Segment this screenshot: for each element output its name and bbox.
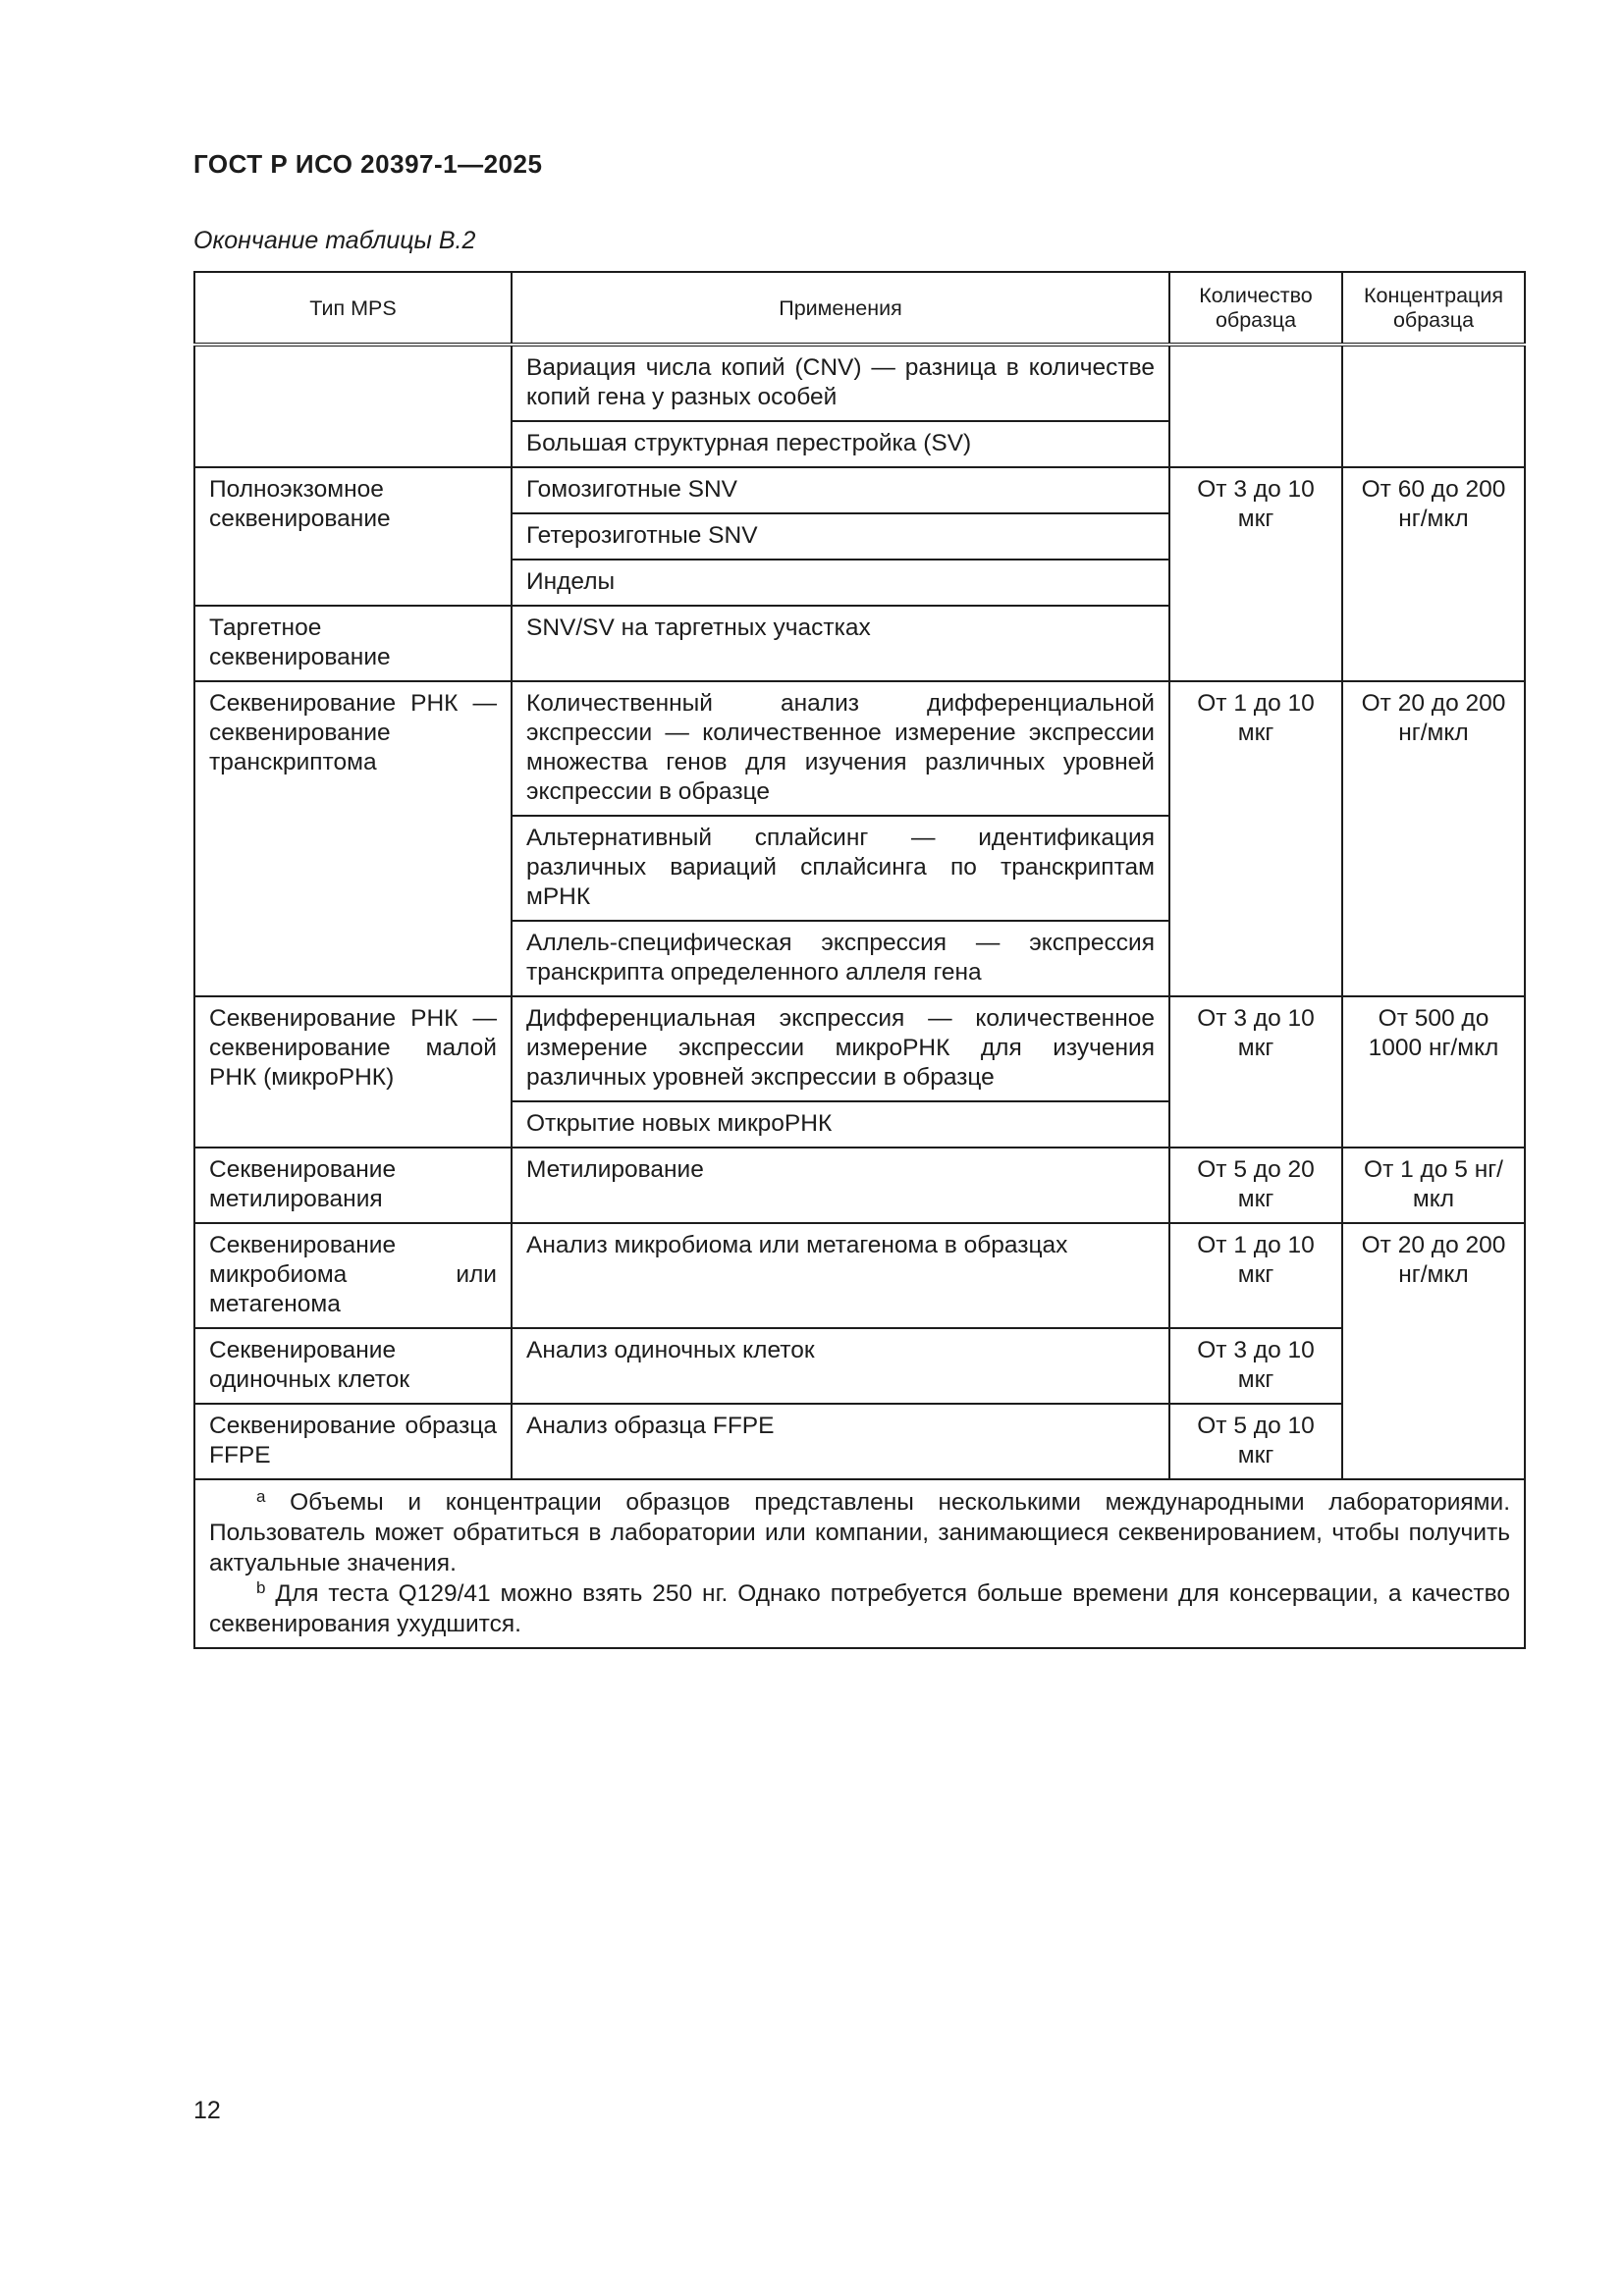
cell-concentration: От 500 до 1000 нг/мкл — [1342, 996, 1525, 1148]
cell-application: Анализ образца FFPE — [512, 1404, 1169, 1479]
cell-type: Секвенирование микробиома или метагенома — [194, 1223, 512, 1328]
table-row — [194, 1148, 1525, 1223]
table-notes-row — [194, 1479, 1525, 1648]
cell-application: Гетерозиготные SNV — [512, 513, 1169, 560]
cell-amount: От 5 до 10 мкг — [1169, 1404, 1342, 1479]
cell-concentration: От 20 до 200 нг/мкл — [1342, 681, 1525, 996]
cell-concentration: От 1 до 5 нг/мкл — [1342, 1148, 1525, 1223]
cell-type: Секвенирование РНК — секвенирование транскриптома — [194, 681, 512, 996]
cell-type-empty — [194, 345, 512, 467]
cell-type: Полноэкзомное секвенирование — [194, 467, 512, 606]
cell-amount: От 1 до 10 мкг — [1169, 1223, 1342, 1328]
page-number: 12 — [193, 2097, 221, 2124]
cell-application: Анализ одиночных клеток — [512, 1328, 1169, 1404]
table-row — [194, 996, 1525, 1101]
column-header-concentration: Концентрация образца — [1342, 272, 1525, 345]
note-a — [209, 1487, 1510, 1578]
cell-concentration-empty — [1342, 345, 1525, 467]
document-id: ГОСТ Р ИСО 20397-1—2025 — [193, 149, 543, 179]
table-row — [194, 1404, 1525, 1479]
cell-application: Открытие новых микроРНК — [512, 1101, 1169, 1148]
cell-amount: От 5 до 20 мкг — [1169, 1148, 1342, 1223]
table-row — [194, 1328, 1525, 1404]
cell-application: Количественный анализ дифференциальной экспрессии — количественное измерение экспрессии множества генов для изучения различных уровней экспрессии в образце — [512, 681, 1169, 816]
table-row — [194, 467, 1525, 513]
cell-application: SNV/SV на таргетных участках — [512, 606, 1169, 681]
cell-amount: От 3 до 10 мкг — [1169, 467, 1342, 681]
note-b — [209, 1578, 1510, 1639]
cell-application: Вариация числа копий (CNV) — разница в количестве копий гена у разных особей — [512, 345, 1169, 421]
note-a-marker: a — [256, 1487, 266, 1506]
cell-application: Аллель-специфическая экспрессия — экспрессия транскрипта определенного аллеля гена — [512, 921, 1169, 996]
cell-application: Альтернативный сплайсинг — идентификация различных вариаций сплайсинга по транскриптам мРНК — [512, 816, 1169, 921]
table-caption: Окончание таблицы B.2 — [193, 227, 476, 254]
cell-application: Анализ микробиома или метагенома в образцах — [512, 1223, 1169, 1328]
mps-table — [193, 271, 1526, 1649]
column-header-amount: Количество образца — [1169, 272, 1342, 345]
cell-application: Метилирование — [512, 1148, 1169, 1223]
cell-amount: От 3 до 10 мкг — [1169, 996, 1342, 1148]
column-header-applications: Применения — [512, 272, 1169, 345]
cell-type: Секвенирование одиночных клеток — [194, 1328, 512, 1404]
table-row — [194, 345, 1525, 421]
column-header-type: Тип MPS — [194, 272, 512, 345]
table-row — [194, 681, 1525, 816]
cell-amount-empty — [1169, 345, 1342, 467]
cell-concentration: От 20 до 200 нг/мкл — [1342, 1223, 1525, 1479]
cell-application: Инделы — [512, 560, 1169, 606]
note-b-marker: b — [256, 1578, 266, 1597]
table-row — [194, 1223, 1525, 1328]
cell-type: Секвенирование РНК — секвенирование малой РНК (микроРНК) — [194, 996, 512, 1148]
cell-application: Большая структурная перестройка (SV) — [512, 421, 1169, 467]
cell-type: Секвенирование образца FFPE — [194, 1404, 512, 1479]
table-notes — [194, 1479, 1525, 1648]
table-header-row — [194, 272, 1525, 345]
cell-application: Гомозиготные SNV — [512, 467, 1169, 513]
cell-concentration: От 60 до 200 нг/мкл — [1342, 467, 1525, 681]
cell-amount: От 3 до 10 мкг — [1169, 1328, 1342, 1404]
cell-type: Таргетное секвенирование — [194, 606, 512, 681]
cell-amount: От 1 до 10 мкг — [1169, 681, 1342, 996]
note-b-text: Для теста Q129/41 можно взять 250 нг. Однако потребуется больше времени для консервации, а качество секвенирования ухудшится. — [209, 1580, 1510, 1637]
cell-application: Дифференциальная экспрессия — количественное измерение экспрессии микроРНК для изучения различных уровней экспрессии в образце — [512, 996, 1169, 1101]
note-a-text: Объемы и концентрации образцов представлены несколькими международными лабораториями. Пользователь может обратиться в лаборатории или компании, занимающиеся секвенированием, чтобы получить актуальные значения. — [209, 1489, 1511, 1576]
cell-type: Секвенирование метилирования — [194, 1148, 512, 1223]
